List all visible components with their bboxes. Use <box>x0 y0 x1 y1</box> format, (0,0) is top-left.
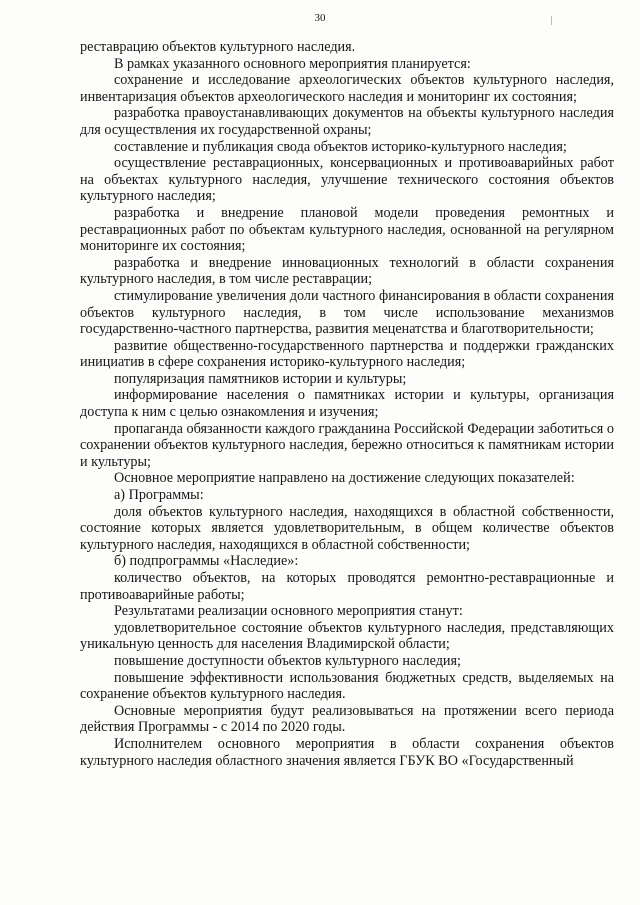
paragraph: повышение доступности объектов культурного наследия; <box>114 652 461 669</box>
paragraph: Основное мероприятие направлено на достижение следующих показателей: <box>114 470 575 487</box>
paragraph: реставрацию объектов культурного наследия. <box>80 39 356 55</box>
paragraph: пропаганда обязанности каждого гражданина Российской Федерации заботиться о сохранении объектов культурного наследия, бережно относиться к памятникам истории и культуры; <box>80 420 614 470</box>
paragraph: информирование населения о памятниках истории и культуры, организация доступа к ним с целью ознакомления и изучения; <box>80 387 614 421</box>
paragraph: составление и публикация свода объектов историко-культурного наследия; <box>114 138 567 155</box>
paragraph: повышение эффективности использования бюджетных средств, выделяемых на сохранение объектов культурного наследия. <box>80 669 614 703</box>
paragraph: разработка правоустанавливающих документов на объекты культурного наследия для осуществления их государственной охраны; <box>80 105 614 138</box>
paragraph: Исполнителем основного мероприятия в области сохранения объектов культурного наследия областного значения является ГБУК ВО «Государственный <box>80 735 614 769</box>
paragraph: удовлетворительное состояние объектов культурного наследия, представляющих уникальную ценность для населения Владимирской области; <box>80 619 614 653</box>
paragraph: популяризация памятников истории и культуры; <box>114 370 407 387</box>
paragraph: количество объектов, на которых проводятся ремонтно-реставрационные и противоаварийные работы; <box>80 570 614 603</box>
paragraph: В рамках указанного основного мероприятия планируется: <box>114 55 471 72</box>
scan-edge-mark <box>551 16 552 25</box>
paragraph: Основные мероприятия будут реализовываться на протяжении всего периода действия Программы - с 2014 по 2020 годы. <box>80 702 614 736</box>
paragraph: сохранение и исследование археологических объектов культурного наследия, инвентаризация объектов археологического наследия и мониторинг их состояния; <box>80 72 614 105</box>
paragraph: Результатами реализации основного мероприятия станут: <box>114 603 463 620</box>
paragraph: разработка и внедрение плановой модели проведения ремонтных и реставрационных работ по объектам культурного наследия, основанной на регулярном мониторинге их состояния; <box>80 204 614 255</box>
page-number: 30 <box>314 12 326 24</box>
paragraph: стимулирование увеличения доли частного финансирования в области сохранения объектов культурного наследия, в том числе использование механизмов государственно-частного партнерства, развития меценатства и благотворительности; <box>80 287 614 338</box>
paragraph: а) Программы: <box>114 487 204 504</box>
paragraph: осуществление реставрационных, консервационных и противоаварийных работ на объектах культурного наследия, улучшение технического состояния объектов культурного наследия; <box>80 155 614 205</box>
paragraph: б) подпрограммы «Наследие»: <box>114 553 299 570</box>
paragraph: развитие общественно-государственного партнерства и поддержки гражданских инициатив в сфере сохранения историко-культурного наследия; <box>80 337 614 371</box>
paragraph: доля объектов культурного наследия, находящихся в областной собственности, состояние которых является удовлетворительным, в общем количестве объектов культурного наследия, находящихся в областной собственности; <box>80 503 614 553</box>
paragraph: разработка и внедрение инновационных технологий в области сохранения культурного наследия, в том числе реставрации; <box>80 254 614 288</box>
body-text <box>80 39 614 769</box>
